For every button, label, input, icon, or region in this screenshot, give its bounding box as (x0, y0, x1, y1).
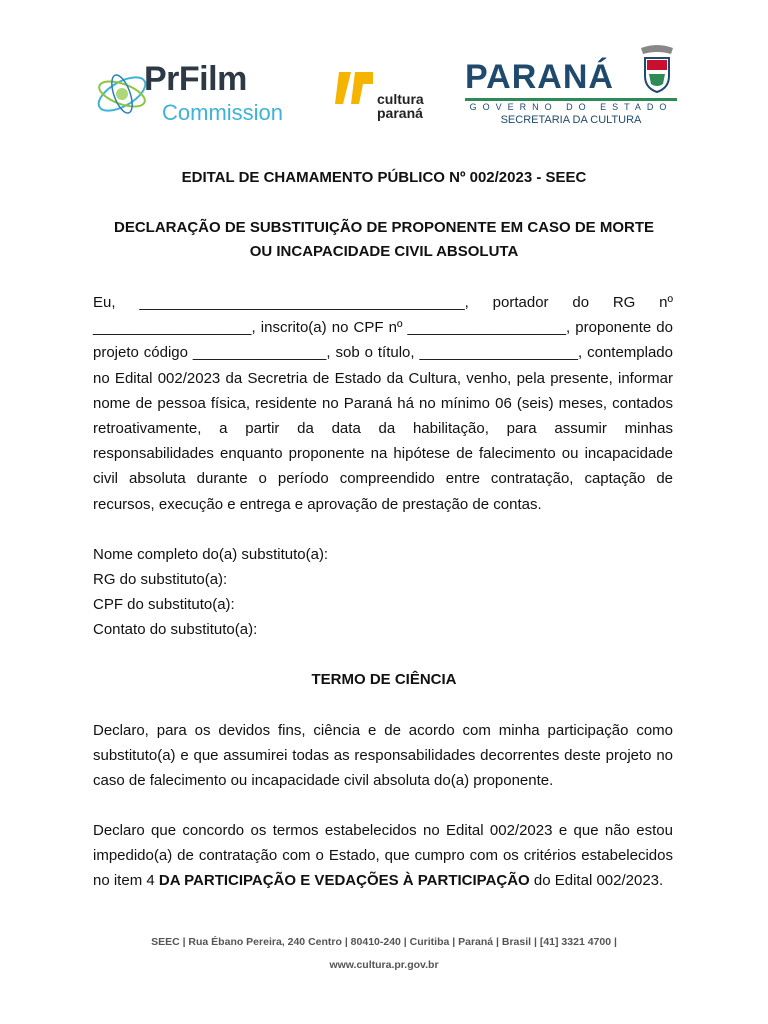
term-paragraph-2 (93, 818, 673, 894)
substitute-cpf-field: CPF do substituto(a): (93, 596, 235, 613)
cultura-parana-logo (333, 70, 443, 125)
document-subtitle-line1: DECLARAÇÃO DE SUBSTITUIÇÃO DE PROPONENTE EM CASO DE MORTE (113, 219, 655, 236)
declaration-paragraph: Eu, _______________________________________, portador do RG nº ___________________, inscrito(a) no CPF nº ___________________, proponente do projeto código ________________, sob o título, ___________________, contemplado no Edital 002/2023 da Secretria de Estado da Cultura, venho, pela presente, informar nome de pessoa física, residente no Paraná há no mínimo 06 (seis) meses, contados retroativamente, a partir da data da habilitação, para assumir minhas responsabilidades enquanto proponente na hipótese de falecimento ou incapacidade civil absoluta durante o período compreendido entre contratação, captação de recursos, execução e entrega e aprovação de prestação de contas. (93, 294, 673, 513)
term-paragraph-1: Declaro, para os devidos fins, ciência e de acordo com minha participação como substituto(a) e que assumirei todas as responsabilidades decorrentes deste projeto no caso de falecimento ou incapacidade civil absoluta do(a) proponente. (93, 722, 673, 790)
term-heading: TERMO DE CIÊNCIA (311, 671, 457, 688)
term-paragraph-2-start: Declaro que concordo os termos estabelecidos no Edital 002/2023 e que não estou impedido(a) de contratação com o Estado, que cumpro com os critérios estabelecidos no item 4 (93, 822, 673, 890)
document-subtitle-line2: OU INCAPACIDADE CIVIL ABSOLUTA (249, 243, 519, 260)
coat-of-arms-icon (637, 44, 677, 94)
parana-government-logo (465, 44, 680, 128)
substitute-contact-field: Contato do substituto(a): (93, 621, 258, 638)
footer-address: SEEC | Rua Ébano Pereira, 240 Centro | 80410-240 | Curitiba | Paraná | Brasil | [41] 3321 4700 | (151, 936, 617, 948)
term-paragraph-2-end: do Edital 002/2023. (529, 872, 664, 890)
term-paragraph-2-emphasis: DA PARTICIPAÇÃO E VEDAÇÕES À PARTICIPAÇÃO (158, 872, 530, 890)
parana-logo-title: PARANÁ (465, 58, 614, 96)
prfilm-logo-line2: Commission (162, 100, 284, 125)
document-title: EDITAL DE CHAMAMENTO PÚBLICO Nº 002/2023 - SEEC (181, 169, 587, 186)
letterhead (0, 40, 768, 130)
cultura-mark-icon (333, 70, 377, 110)
swirl-icon (92, 64, 152, 124)
footer-website: www.cultura.pr.gov.br (329, 959, 439, 971)
parana-logo-department: SECRETARIA DA CULTURA (500, 114, 642, 126)
cultura-logo-line2: paraná (377, 105, 423, 121)
prfilm-commission-logo (92, 60, 302, 130)
parana-logo-subtitle: GOVERNO DO ESTADO (469, 102, 673, 112)
substitute-rg-field: RG do substituto(a): (93, 571, 228, 588)
logo-divider (465, 98, 677, 101)
cultura-logo-line1: cultura (377, 91, 424, 107)
substitute-name-field: Nome completo do(a) substituto(a): (93, 546, 329, 563)
prfilm-logo-line1: PrFilm (144, 60, 247, 98)
